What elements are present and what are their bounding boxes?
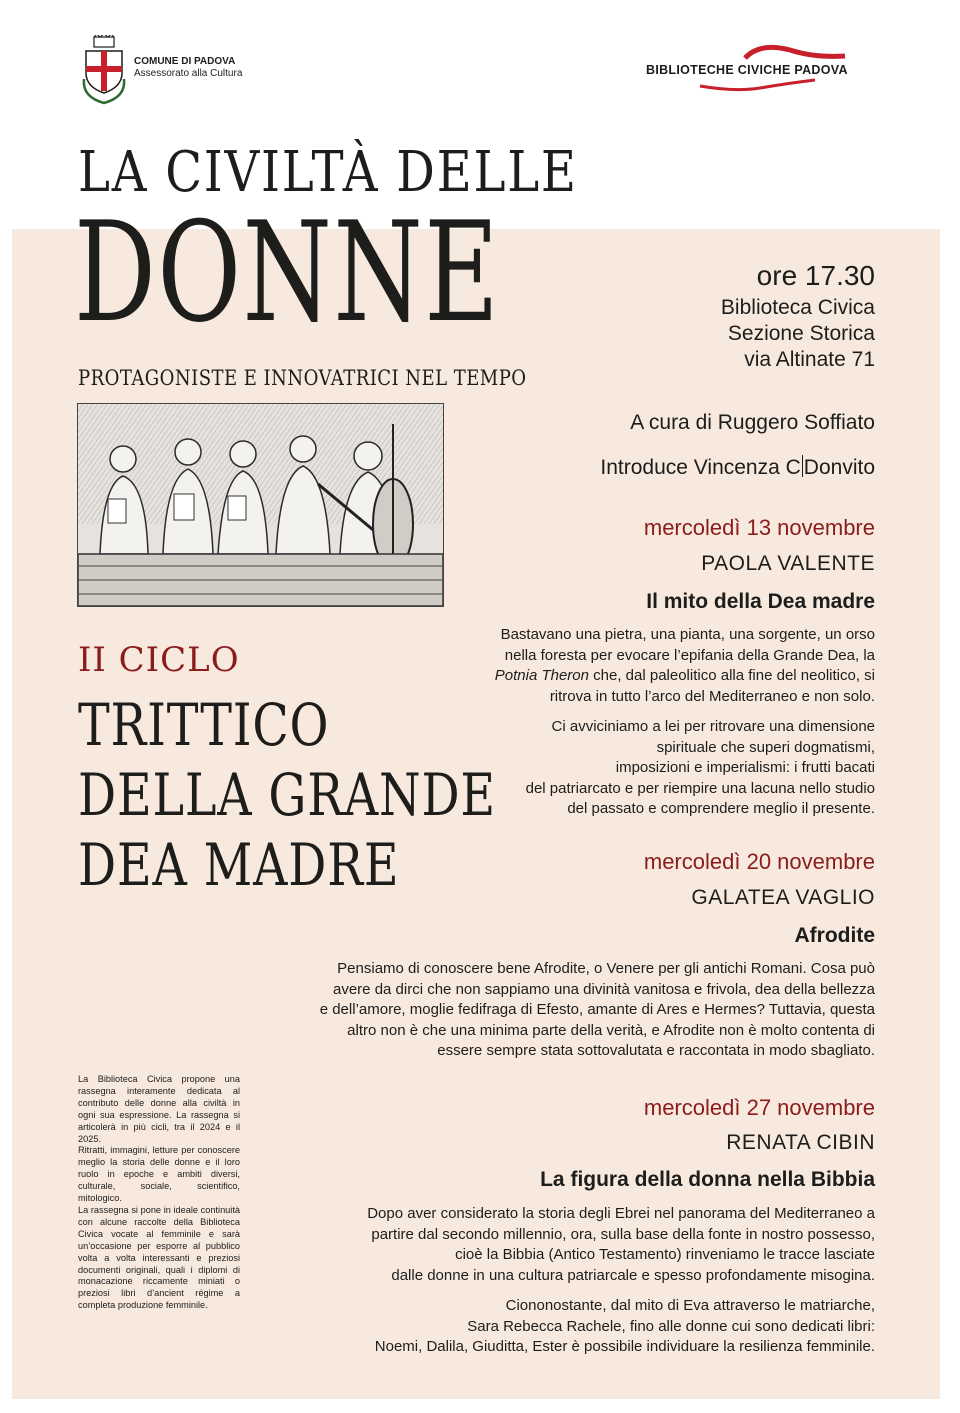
biblioteche-civiche-logo	[640, 38, 880, 108]
event-3-title: La figura della donna nella Bibbia	[540, 1168, 875, 1191]
event-2-description	[320, 959, 875, 1062]
event-2-title: Afrodite	[794, 924, 875, 947]
cycle-title	[78, 690, 496, 900]
introducer-name-last: Donvito	[803, 456, 875, 479]
event-3-speaker: RENATA CIBIN	[726, 1131, 875, 1154]
engraving-musicians-illustration	[77, 403, 444, 607]
event-1-date: mercoledì 13 novembre	[643, 515, 875, 540]
title-line-1: LA CIVILTÀ DELLE	[78, 140, 578, 205]
description-line: Bastavano una pietra, una pianta, una sorgente, un orso	[500, 626, 875, 643]
description-line: Noemi, Dalila, Giuditta, Ester è possibile individuare la resilienza femminile.	[374, 1338, 875, 1355]
description-line: essere sempre stata sottovalutata e raccontata in modo sbagliato.	[437, 1042, 875, 1059]
description-line: nella foresta per evocare l’epifania della Grande Dea, la	[504, 646, 875, 664]
series-paragraph: La Biblioteca Civica propone una rassegna interamente dedicata al contributo delle donne alla civiltà in ogni sua espressione. La rassegna si articolerà in più cicli, tra il 2024 e il 2025.	[78, 1074, 240, 1144]
description-line: Ci avviciniamo a lei per ritrovare una dimensione	[551, 718, 875, 735]
comune-padova-logo	[80, 35, 242, 105]
series-paragraph: Ritratti, immagini, letture per conoscere meglio la storia delle donne e il loro ruolo in epoche e ambiti diversi, culturale, sociale, scientifico, mitologico.	[78, 1145, 240, 1204]
curator-name: Ruggero Soffiato	[717, 411, 875, 434]
description-line: del patriarcato e per riempire una lacuna nello studio	[525, 779, 875, 797]
event-2-speaker: GALATEA VAGLIO	[691, 886, 875, 909]
event-3-date: mercoledì 27 novembre	[643, 1095, 875, 1120]
introducer-name-first: Vincenza C	[693, 456, 801, 479]
description-line: imposizioni e imperialismi: i frutti bacati	[615, 759, 875, 776]
potnia-theron: Potnia Theron	[494, 667, 589, 684]
event-1-description	[495, 625, 875, 707]
cycle-title-line: DELLA GRANDE	[78, 761, 496, 829]
description-line: cioè la Bibbia (Antico Testamento) rinveniamo le tracce lasciate	[455, 1246, 875, 1263]
title-subtitle: PROTAGONISTE E INNOVATRICI NEL TEMPO	[78, 366, 527, 390]
curator-label: A cura di	[630, 411, 712, 434]
description-line: avere da dirci che non sappiamo una divinità vanitosa e frivola, dea della bellezza	[333, 980, 875, 998]
event-3-description-2	[375, 1296, 875, 1358]
description-line: Pensiamo di conoscere bene Afrodite, o Venere per gli antichi Romani. Cosa può	[337, 960, 875, 977]
event-3-description	[367, 1204, 875, 1286]
time-prefix: ore	[756, 260, 798, 291]
description-line: spirituale che superi dogmatismi,	[656, 738, 875, 756]
location-line: Biblioteca Civica	[720, 296, 875, 319]
curator-line	[630, 411, 875, 435]
event-1-title: Il mito della Dea madre	[646, 590, 875, 613]
series-paragraph: La rassegna si pone in ideale continuità con alcune raccolte della Biblioteca Civica vocate al femminile e sarà un’occasione per esporre al pubblico volta a volta interessanti e preziosi documenti originali, quali i diplomi di monacazione riccamente miniati o preziosi libri d’ancient régime a completa produzione femminile.	[78, 1204, 240, 1311]
cycle-label: II CICLO	[78, 640, 240, 680]
event-time	[757, 260, 875, 292]
description-line: ritrova in tutto l’arco del Mediterraneo e non solo.	[549, 687, 875, 705]
description-line	[495, 666, 875, 687]
location-line: Sezione Storica	[727, 322, 875, 345]
introducer-label: Introduce	[600, 456, 688, 479]
description-line: Dopo aver considerato la storia degli Ebrei nel panorama del Mediterraneo a	[367, 1205, 875, 1222]
description-line: Sara Rebecca Rachele, fino alle donne cui sono dedicati libri:	[467, 1317, 875, 1335]
musicians-engraving-icon	[78, 404, 443, 606]
padova-crest-icon	[80, 35, 128, 105]
description-line: altro non è che una minima parte della verità, e Afrodite non è molto contenta di	[347, 1021, 875, 1039]
description-line-rest: che, dal paleolitico alla fine del neolitico, si	[588, 667, 875, 684]
description-line: e dell’amore, moglie fedifraga di Efesto, amante di Ares e Hermes? Tuttavia, questa	[319, 1001, 875, 1018]
event-1-speaker: PAOLA VALENTE	[701, 552, 875, 575]
title-donne: DONNE	[74, 192, 501, 353]
comune-name: COMUNE DI PADOVA	[134, 56, 236, 67]
cycle-title-line: TRITTICO	[78, 691, 330, 759]
series-description	[78, 1074, 240, 1312]
comune-department: Assessorato alla Cultura	[134, 68, 243, 79]
event-1-description-2	[526, 717, 875, 820]
description-line: dalle donne in una cultura patriarcale e spesso profondamente misogina.	[391, 1266, 875, 1284]
event-2-date: mercoledì 20 novembre	[643, 849, 875, 874]
location-line: via Altinate 71	[744, 348, 875, 371]
cycle-title-line: DEA MADRE	[78, 831, 400, 899]
description-line: partire dal secondo millennio, ora, sulla base della fonte in nostro possesso,	[371, 1225, 875, 1243]
text-cursor	[802, 455, 803, 477]
description-line: Ciononostante, dal mito di Eva attraverso le matriarche,	[505, 1297, 875, 1314]
biblioteche-name: BIBLIOTECHE CIVICHE PADOVA	[646, 63, 848, 77]
time-value: 17.30	[804, 260, 875, 291]
description-line: del passato e comprendere meglio il presente.	[567, 800, 875, 817]
introducer-line	[600, 455, 875, 480]
event-location	[721, 295, 875, 373]
